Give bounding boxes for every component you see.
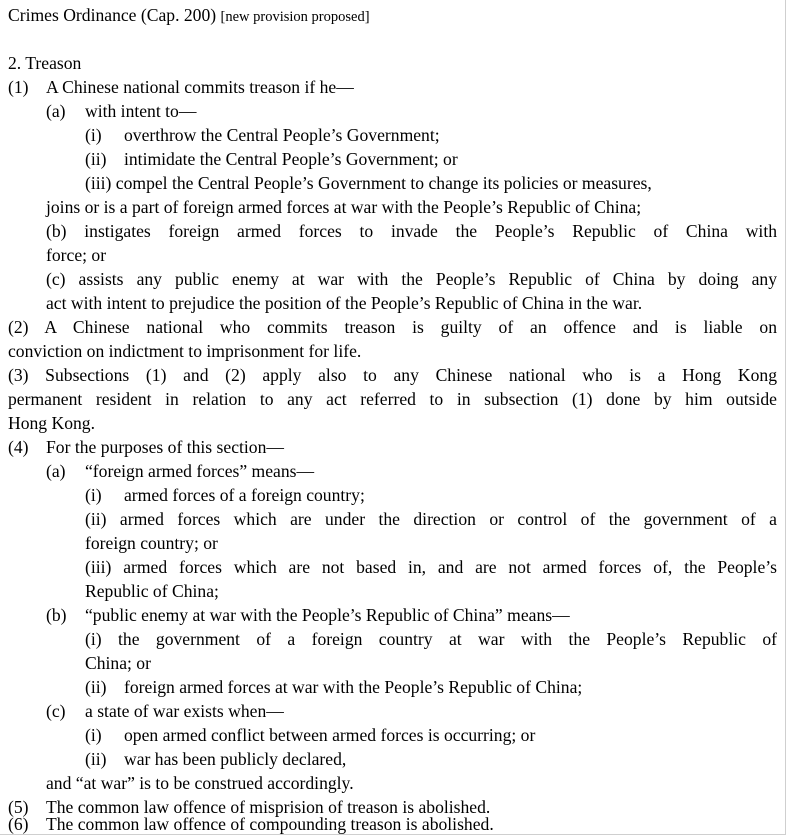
para-4a-text: “foreign armed forces” means— bbox=[85, 461, 315, 481]
document-header bbox=[8, 3, 777, 27]
subpara-4a-iii-line-2-text: Republic of China; bbox=[85, 581, 219, 601]
subsection-1-text: A Chinese national commits treason if he— bbox=[46, 77, 354, 97]
subpara-4a-i bbox=[8, 483, 777, 507]
subpara-4b-i-line-2 bbox=[8, 651, 777, 675]
subpara-4c-ii-text: war has been publicly declared, bbox=[124, 749, 347, 769]
subsection-2-line-2: conviction on indictment to imprisonment for life. bbox=[8, 341, 362, 361]
section-heading: 2. Treason bbox=[8, 53, 82, 73]
para-1b-line-2 bbox=[8, 243, 777, 267]
subpara-1a-iii-text: (iii) compel the Central People’s Government to change its policies or measures, bbox=[85, 173, 652, 193]
para-1a-label: (a) bbox=[46, 101, 66, 121]
subpara-4b-i-line-2-text: China; or bbox=[85, 653, 151, 673]
para-1c-line-1: (c) assists any public enemy at war with the People’s Republic of China by doing any bbox=[46, 269, 777, 289]
subsection-2-line-1: (2) A Chinese national who commits treason is guilty of an offence and is liable on bbox=[8, 317, 777, 337]
para-1a-text: with intent to— bbox=[85, 101, 197, 121]
subsection-1-lead bbox=[8, 75, 777, 99]
para-1b-line-2-text: force; or bbox=[46, 245, 107, 265]
para-4c-label: (c) bbox=[46, 701, 66, 721]
para-1a-tail bbox=[8, 195, 777, 219]
subpara-1a-i-text: overthrow the Central People’s Government; bbox=[124, 125, 440, 145]
subpara-4b-ii-label: (ii) bbox=[85, 677, 107, 697]
para-4c-text: a state of war exists when— bbox=[85, 701, 284, 721]
subsection-4-tail bbox=[8, 771, 777, 795]
subpara-4a-ii-line-2 bbox=[8, 531, 777, 555]
subsection-6-text: The common law offence of compounding treason is abolished. bbox=[46, 814, 494, 834]
subpara-1a-ii-label: (ii) bbox=[85, 149, 107, 169]
para-4b-label: (b) bbox=[46, 605, 67, 625]
subpara-4a-iii-line-1: (iii) armed forces which are not based in, and are not armed forces of, the People’s bbox=[85, 557, 777, 577]
para-1a-tail-text: joins or is a part of foreign armed forces at war with the People’s Republic of China; bbox=[46, 197, 642, 217]
subsection-3-line-1: (3) Subsections (1) and (2) apply also to any Chinese national who is a Hong Kong bbox=[8, 365, 777, 385]
subpara-4b-ii bbox=[8, 675, 777, 699]
subsection-5-label: (5) bbox=[8, 797, 29, 817]
subpara-1a-iii bbox=[8, 171, 777, 195]
para-4a-label: (a) bbox=[46, 461, 66, 481]
para-4b bbox=[8, 603, 777, 627]
subsection-4-lead bbox=[8, 435, 777, 459]
subsection-4-text: For the purposes of this section— bbox=[46, 437, 284, 457]
subpara-4b-i-line-1: (i) the government of a foreign country at war with the People’s Republic of bbox=[85, 629, 777, 649]
subsection-4-tail-text: and “at war” is to be construed accordingly. bbox=[46, 773, 354, 793]
subpara-4b-ii-text: foreign armed forces at war with the People’s Republic of China; bbox=[124, 677, 583, 697]
para-1b-line-1: (b) instigates foreign armed forces to invade the People’s Republic of China with bbox=[46, 221, 777, 241]
subpara-4a-iii-line-2 bbox=[8, 579, 777, 603]
para-1c-line-2-text: act with intent to prejudice the position of the People’s Republic of China in the war. bbox=[46, 293, 643, 313]
subpara-4a-i-text: armed forces of a foreign country; bbox=[124, 485, 365, 505]
subsection-6 bbox=[8, 812, 777, 836]
subpara-1a-ii-text: intimidate the Central People’s Government; or bbox=[124, 149, 458, 169]
subpara-1a-i-label: (i) bbox=[85, 125, 102, 145]
subsection-4-label: (4) bbox=[8, 437, 29, 457]
para-4b-text: “public enemy at war with the People’s Republic of China” means— bbox=[85, 605, 570, 625]
subpara-4c-i bbox=[8, 723, 777, 747]
subsection-3-line-2: permanent resident in relation to any act referred to in subsection (1) done by him outside bbox=[8, 389, 777, 409]
subpara-4a-ii-line-1: (ii) armed forces which are under the direction or control of the government of a bbox=[85, 509, 777, 529]
subsection-5-text: The common law offence of misprision of treason is abolished. bbox=[46, 797, 491, 817]
subpara-4c-ii-label: (ii) bbox=[85, 749, 107, 769]
subsection-1-label: (1) bbox=[8, 77, 29, 97]
subpara-4c-ii bbox=[8, 747, 777, 771]
para-4a bbox=[8, 459, 777, 483]
para-4c bbox=[8, 699, 777, 723]
subpara-1a-i bbox=[8, 123, 777, 147]
para-1a bbox=[8, 99, 777, 123]
subpara-4c-i-text: open armed conflict between armed forces is occurring; or bbox=[124, 725, 536, 745]
subsection-6-label: (6) bbox=[8, 814, 29, 834]
subpara-1a-ii bbox=[8, 147, 777, 171]
provision-note: [new provision proposed] bbox=[220, 9, 370, 25]
subpara-4c-i-label: (i) bbox=[85, 725, 102, 745]
subsection-3-line-3: Hong Kong. bbox=[8, 413, 95, 433]
subpara-4a-i-label: (i) bbox=[85, 485, 102, 505]
ordinance-title: Crimes Ordinance (Cap. 200) bbox=[8, 5, 217, 25]
para-1c-line-2 bbox=[8, 291, 777, 315]
subpara-4a-ii-line-2-text: foreign country; or bbox=[85, 533, 218, 553]
